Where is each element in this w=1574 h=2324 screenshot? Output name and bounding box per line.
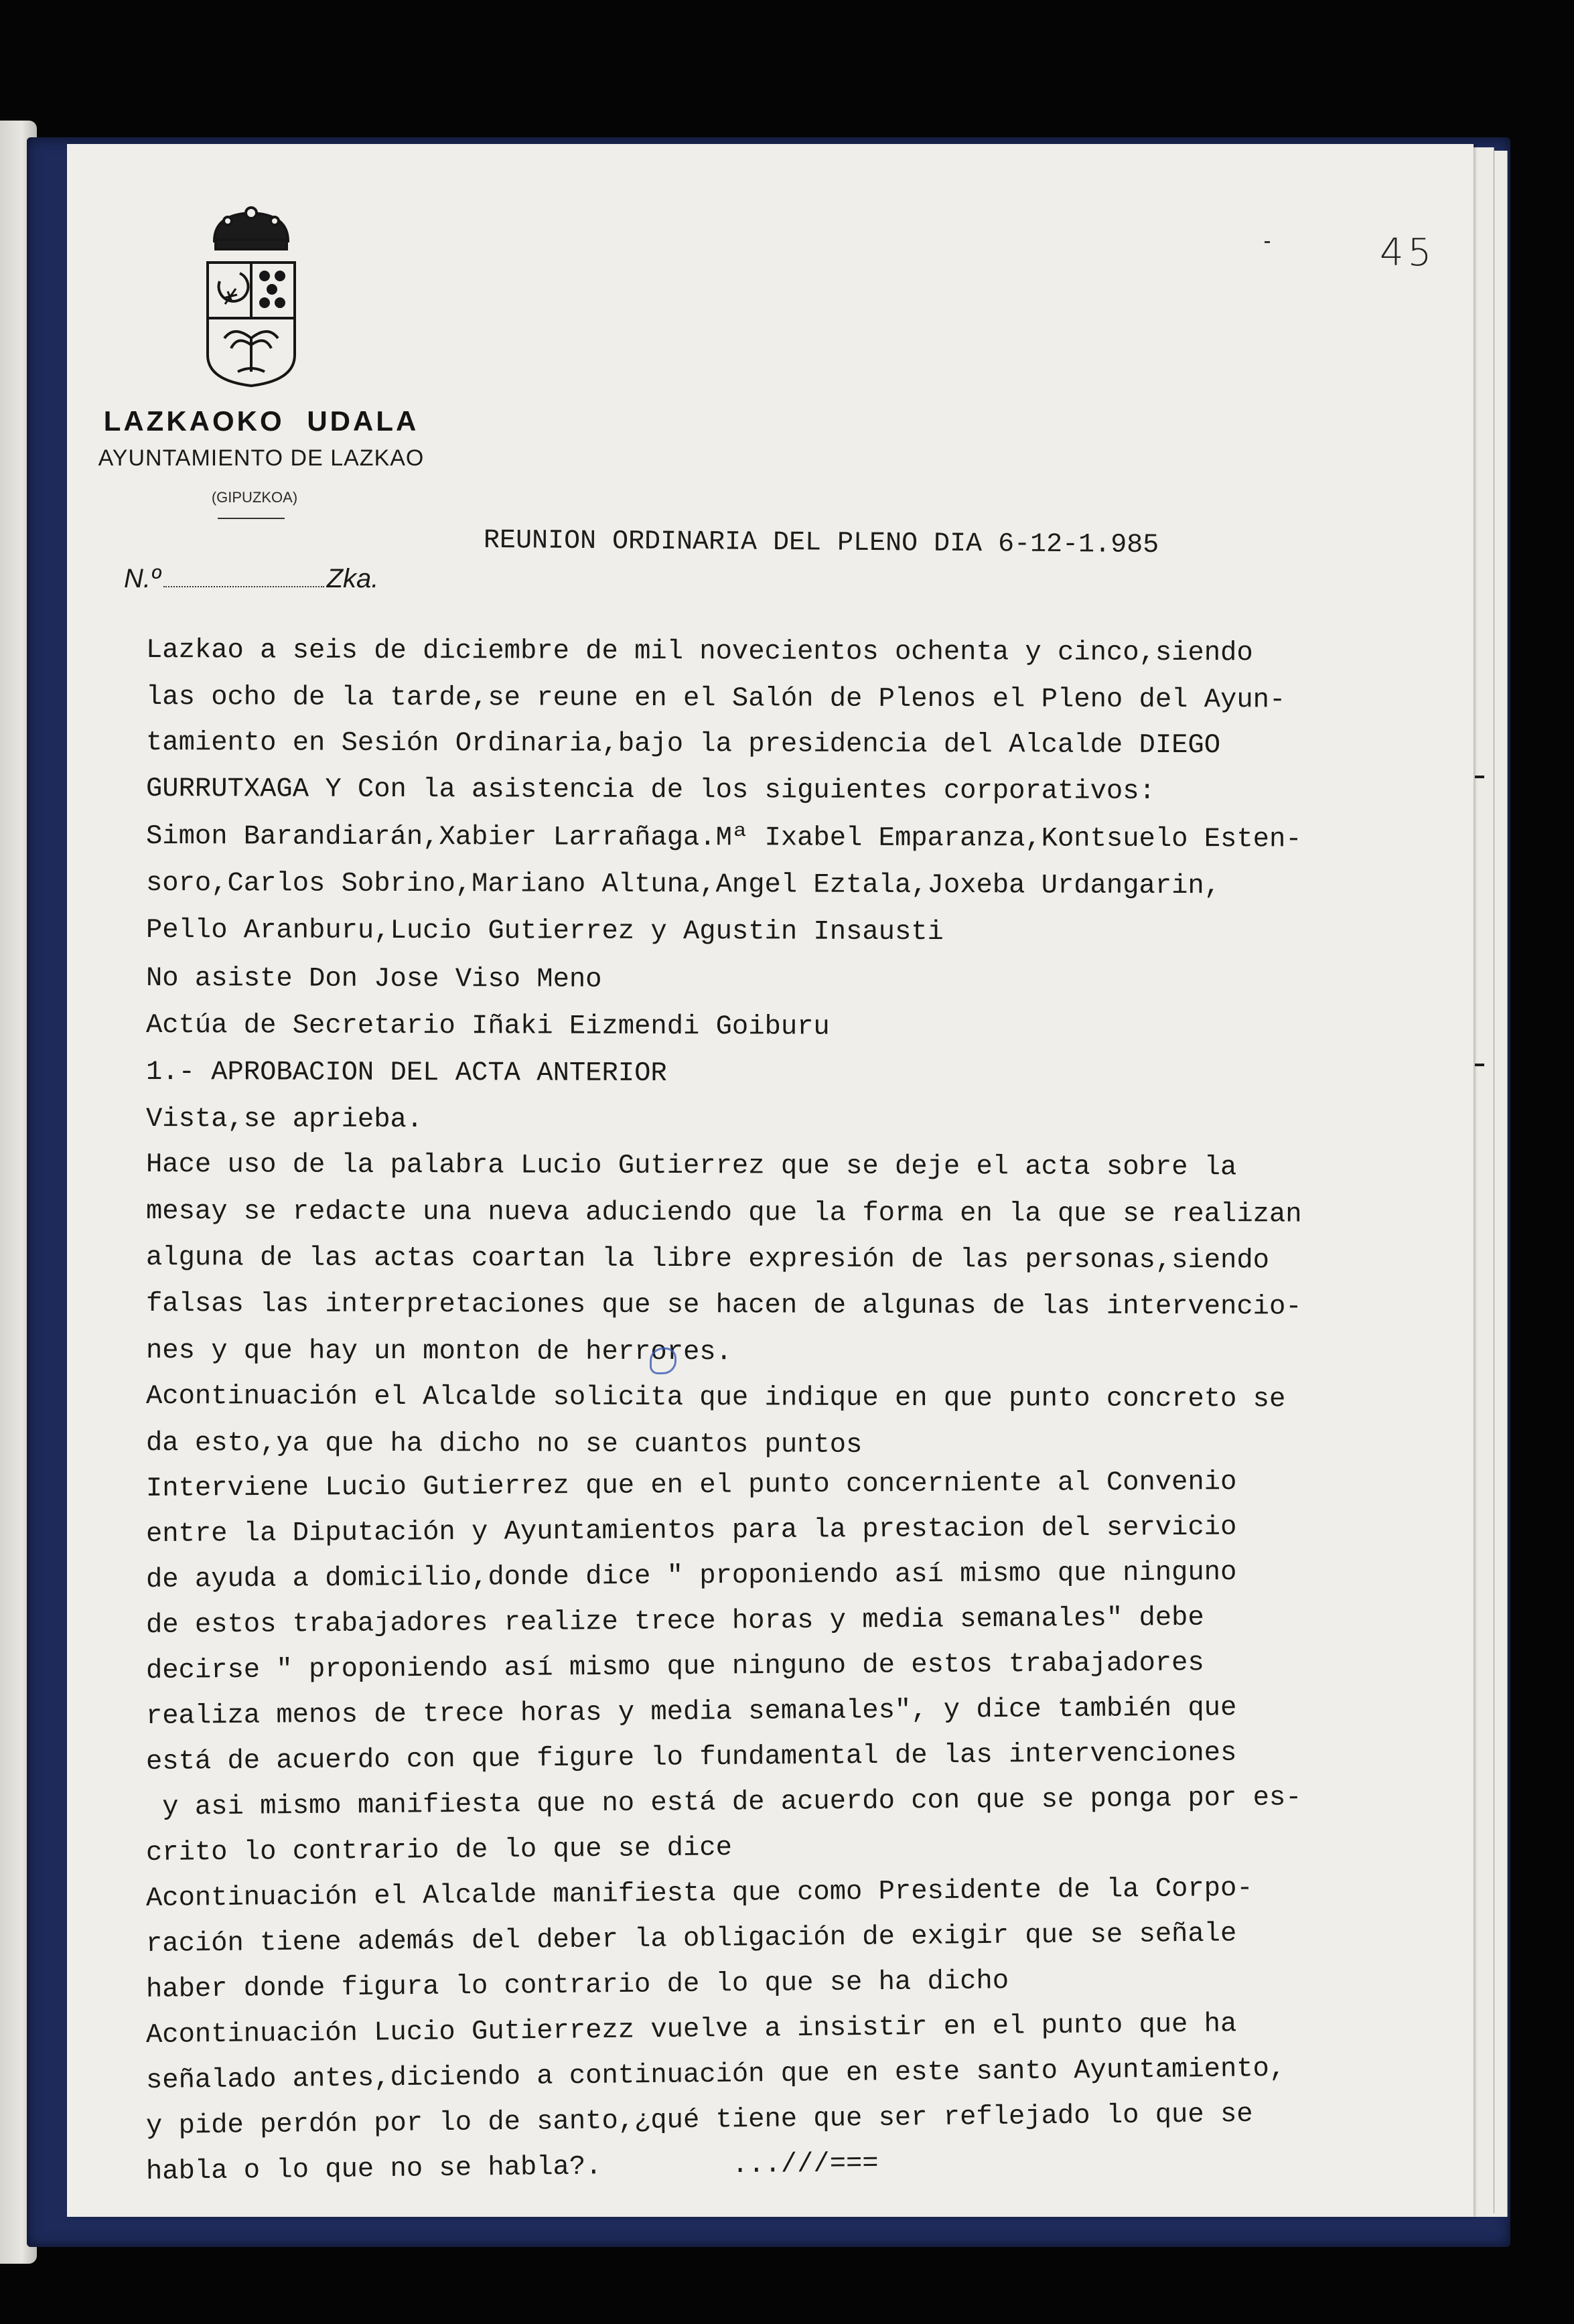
text-line: y pide perdón por lo de santo,¿qué tiene que ser reflejado lo que se [145,2098,1253,2142]
reference-blank [163,585,324,587]
text-line: de ayuda a domicilio,donde dice " proponiendo así mismo que ninguno [145,1556,1237,1595]
text-line: 1.- APROBACION DEL ACTA ANTERIOR [145,1057,667,1090]
organization-name: LAZKAOKO UDALA [103,405,419,437]
margin-tick [1475,776,1484,778]
document-title: REUNION ORDINARIA DEL PLENO DIA 6-12-1.985 [483,526,1159,561]
text-line: de estos trabajadores realize trece horas y media semanales" debe [145,1602,1204,1641]
text-line: alguna de las actas coartan la libre expresión de las personas,siendo [145,1242,1270,1277]
handwritten-correction-mark [650,1348,676,1374]
text-line: Hace uso de la palabra Lucio Gutierrez que se deje el acta sobre la [145,1149,1237,1183]
text-line: Acontinuación Lucio Gutierrezz vuelve a insistir en el punto que ha [145,2009,1237,2051]
text-line: ración tiene además del deber la obligación de exigir que se señale [145,1918,1237,1960]
text-line: está de acuerdo con que figure lo fundamental de las intervenciones [145,1737,1237,1777]
divider [218,518,285,519]
text-line: realiza menos de trece horas y media semanales", y dice también que [145,1692,1237,1732]
province-label: (GIPUZKOA) [211,489,298,506]
text-line: y asi mismo manifiesta que no está de acuerdo con que se ponga por es- [145,1782,1302,1823]
text-line: señalado antes,diciendo a continuación que en este santo Ayuntamiento, [145,2053,1286,2096]
text-line: mesay se redacte una nueva aduciendo que la forma en la que se realizan [145,1196,1302,1230]
text-line: Simon Barandiarán,Xabier Larrañaga.Mª Ixabel Emparanza,Kontsuelo Esten- [145,821,1302,855]
dash-mark [1265,241,1270,243]
reference-prefix: N.º [124,564,161,593]
reference-suffix: Zka. [326,564,379,593]
text-line: crito lo contrario de lo que se dice [145,1832,733,1869]
text-line: habla o lo que no se habla?. ...///=== [145,2148,879,2187]
text-line: GURRUTXAGA Y Con la asistencia de los siguientes corporativos: [145,774,1155,807]
coat-of-arms-icon [201,201,301,388]
text-line: Acontinuación el Alcalde manifiesta que como Presidente de la Corpo- [145,1873,1253,1914]
text-line: No asiste Don Jose Viso Meno [145,963,602,995]
reference-field [124,564,378,594]
text-line: Actúa de Secretario Iñaki Eizmendi Goiburu [145,1010,830,1043]
margin-tick [1475,1064,1484,1066]
text-line: las ocho de la tarde,se reune en el Salón de Plenos el Pleno del Ayun- [145,682,1286,716]
page-number: 45 [1380,231,1436,275]
text-line: Vista,se aprieba. [145,1104,423,1136]
text-line: decirse " proponiendo así mismo que ninguno de estos trabajadores [145,1648,1204,1686]
text-line: entre la Diputación y Ayuntamientos para la prestacion del servicio [145,1512,1237,1550]
text-line: haber donde figura lo contrario de lo que se ha dicho [145,1966,1009,2005]
text-line: Interviene Lucio Gutierrez que en el punto concerniente al Convenio [145,1467,1237,1504]
text-line: soro,Carlos Sobrino,Mariano Altuna,Angel Eztala,Joxeba Urdangarin, [145,868,1221,902]
organization-name-es: AYUNTAMIENTO DE LAZKAO [98,445,425,471]
text-line: da esto,ya que ha dicho no se cuantos puntos [145,1428,863,1461]
text-line: falsas las interpretaciones que se hacen de algunas de las intervencio- [145,1289,1302,1323]
text-line: Pello Aranburu,Lucio Gutierrez y Agustin Insausti [145,915,944,948]
text-line: Acontinuación el Alcalde solicita que indique en que punto concreto se [145,1381,1286,1415]
text-line: tamiento en Sesión Ordinaria,bajo la presidencia del Alcalde DIEGO [145,727,1221,761]
text-line: nes y que hay un monton de herrores. [145,1335,733,1368]
text-line: Lazkao a seis de diciembre de mil novecientos ochenta y cinco,siendo [145,635,1253,669]
